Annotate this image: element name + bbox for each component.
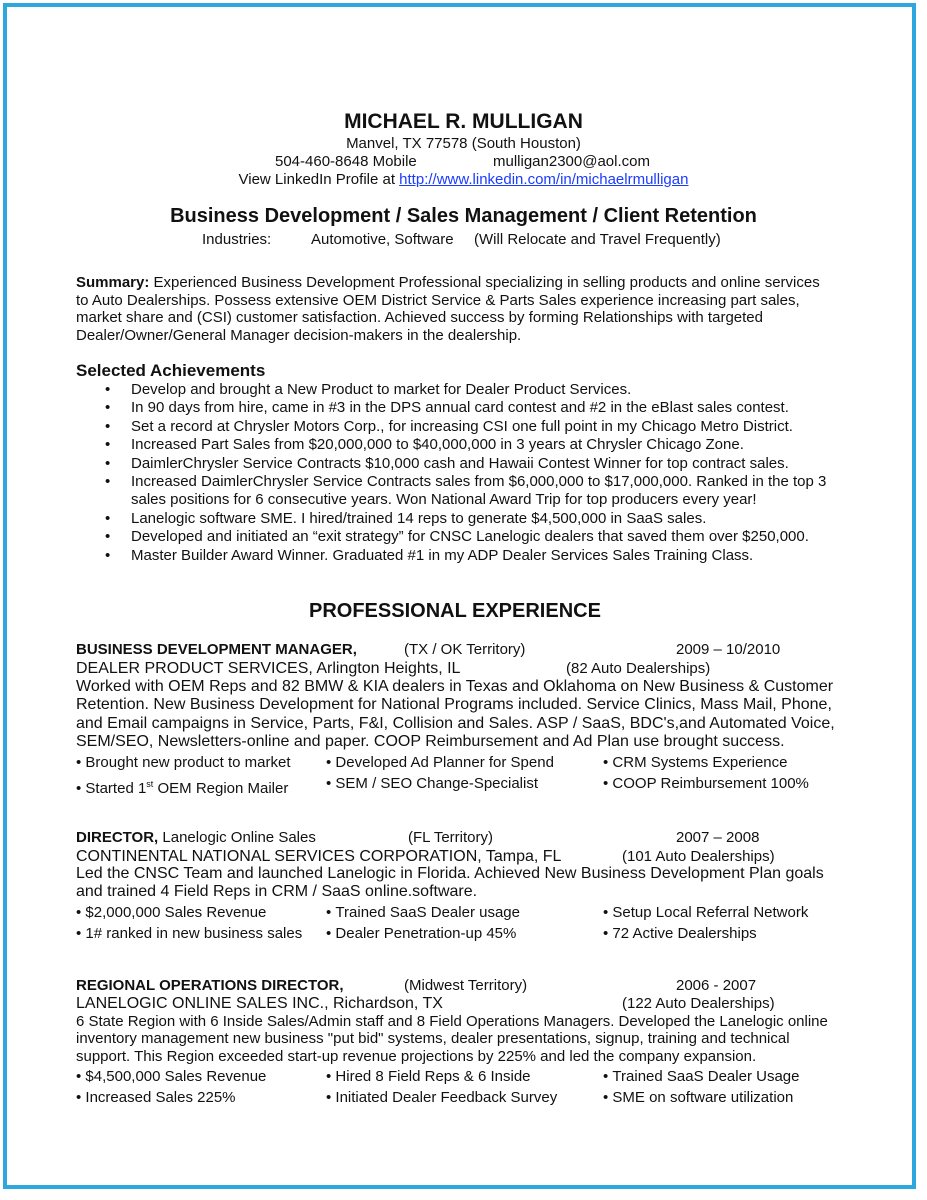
job-description-line: Led the CNSC Team and launched Lanelogic in Florida. Achieved New Business Development Plan goals: [76, 865, 824, 882]
job-title: REGIONAL OPERATIONS DIRECTOR,: [76, 977, 344, 994]
achievement-item: • Developed and initiated an “exit strategy” for CNSC Lanelogic dealers that saved them over $250,000.: [105, 528, 826, 546]
job-bullet: • Developed Ad Planner for Spend: [326, 754, 554, 772]
job-description-line: and Email campaigns in Service, Parts, F&I, Collision and Sales. ASP / SaaS, BDC's,and Automated Voice,: [76, 714, 835, 732]
job-description-line: SEM/SEO, Newsletters-online and paper. COOP Reimbursement and Ad Plan use brought success.: [76, 732, 785, 750]
job-description: [76, 865, 824, 902]
job-title: BUSINESS DEVELOPMENT MANAGER,: [76, 641, 357, 658]
achievement-item: • Develop and brought a New Product to market for Dealer Product Services.: [105, 381, 826, 399]
job-description-line: Retention. New Business Development for National Programs included. Service Clinics, Mass Mail, Phone,: [76, 696, 832, 714]
job-company: LANELOGIC ONLINE SALES INC., Richardson, TX: [76, 995, 443, 1012]
job-company: CONTINENTAL NATIONAL SERVICES CORPORATION, Tampa, FL: [76, 848, 562, 865]
job-description-line: and trained 4 Field Reps in CRM / SaaS online.software.: [76, 883, 478, 901]
job-dealerships: (82 Auto Dealerships): [566, 660, 711, 677]
job-bullet: • Hired 8 Field Reps & 6 Inside: [326, 1068, 531, 1086]
job-description: [76, 678, 835, 751]
job-bullet-rest: OEM Region Mailer: [153, 780, 289, 797]
job-bullet: • 72 Active Dealerships: [603, 925, 757, 943]
candidate-phone: 504-460-8648 Mobile: [275, 153, 417, 170]
job-bullet: • Dealer Penetration-up 45%: [326, 925, 516, 943]
achievement-item: • Set a record at Chrysler Motors Corp., for increasing CSI one full point in my Chicago Metro District.: [105, 418, 826, 436]
achievements-heading: Selected Achievements: [76, 361, 266, 380]
job-bullet: • 1# ranked in new business sales: [76, 925, 302, 943]
job-description-line: support. This Region exceeded start-up revenue projections by 225% and led the company expansion.: [76, 1047, 757, 1065]
job-title: DIRECTOR,: [76, 829, 159, 846]
summary-line: Dealer/Owner/General Manager decision-makers in the dealership.: [76, 326, 522, 344]
job-territory: (FL Territory): [408, 829, 494, 846]
job-dealerships: (101 Auto Dealerships): [622, 848, 775, 865]
job-bullet: • COOP Reimbursement 100%: [603, 775, 809, 793]
job-description-line: Worked with OEM Reps and 82 BMW & KIA dealers in Texas and Oklahoma on New Business & Customer: [76, 678, 834, 695]
job-bullet: • CRM Systems Experience: [603, 754, 787, 772]
summary-line: market share and (CSI) customer satisfaction. Achieved success by forming Relationships with targeted: [76, 309, 763, 327]
industries-value: Automotive, Software: [311, 231, 454, 248]
job-title-rest: Lanelogic Online Sales: [158, 829, 316, 846]
achievements-list: [105, 381, 826, 565]
job-description-line: 6 State Region with 6 Inside Sales/Admin staff and 8 Field Operations Managers. Developed the Lanelogic online: [76, 1013, 828, 1030]
job-bullet: • Setup Local Referral Network: [603, 904, 808, 922]
candidate-location: Manvel, TX 77578 (South Houston): [346, 135, 581, 152]
job-description-line: inventory management new business "put bid" systems, dealer presentations, signup, training and technical: [76, 1030, 790, 1048]
job-bullet: • Started 1st OEM Region Mailer: [76, 775, 288, 798]
job-bullet: • Trained SaaS Dealer usage: [326, 904, 520, 922]
job-bullet: • Brought new product to market: [76, 754, 291, 772]
summary-line: Experienced Business Development Professional specializing in selling products and online services: [153, 274, 820, 291]
linkedin-prefix: View LinkedIn Profile at: [238, 171, 400, 188]
summary-line: to Auto Dealerships. Possess extensive OEM District Service & Parts Sales experience increasing part sales,: [76, 291, 800, 309]
achievement-text: Increased DaimlerChrysler Service Contracts sales from $6,000,000 to $17,000,000. Ranked in the top 3: [131, 473, 827, 491]
achievement-item: • Increased Part Sales from $20,000,000 to $40,000,000 in 3 years at Chrysler Chicago Zone.: [105, 436, 826, 454]
ordinal-suffix: st: [146, 779, 154, 789]
summary-section: [76, 274, 820, 344]
job-territory: (TX / OK Territory): [404, 641, 526, 658]
job-bullet: • SME on software utilization: [603, 1089, 793, 1107]
job-bullet: • Initiated Dealer Feedback Survey: [326, 1089, 557, 1107]
achievement-item: • DaimlerChrysler Service Contracts $10,000 cash and Hawaii Contest Winner for top contract sales.: [105, 455, 826, 473]
linkedin-line: [0, 171, 927, 189]
job-bullet: • SEM / SEO Change-Specialist: [326, 775, 538, 793]
job-bullet: • Increased Sales 225%: [76, 1089, 236, 1107]
job-dealerships: (122 Auto Dealerships): [622, 995, 775, 1012]
headline-title: Business Development / Sales Management / Client Retention: [170, 205, 757, 227]
job-dates: 2006 - 2007: [676, 977, 757, 994]
job-bullet: • $4,500,000 Sales Revenue: [76, 1068, 266, 1086]
candidate-email[interactable]: mulligan2300@aol.com: [493, 153, 650, 170]
job-bullet: • $2,000,000 Sales Revenue: [76, 904, 266, 922]
achievement-item: [105, 473, 826, 510]
achievement-item: • Master Builder Award Winner. Graduated #1 in my ADP Dealer Services Sales Training Class.: [105, 547, 826, 565]
achievement-item: • Lanelogic software SME. I hired/trained 14 reps to generate $4,500,000 in SaaS sales.: [105, 510, 826, 528]
summary-label: Summary:: [76, 274, 150, 291]
industries-label: Industries:: [202, 231, 272, 248]
job-territory: (Midwest Territory): [404, 977, 528, 994]
candidate-name: MICHAEL R. MULLIGAN: [344, 110, 583, 133]
relocate-note: (Will Relocate and Travel Frequently): [474, 231, 721, 248]
achievement-text-continued: sales positions for 6 consecutive years. Won National Award Trip for top producers every year!: [131, 491, 757, 509]
achievement-item: • In 90 days from hire, came in #3 in the DPS annual card contest and #2 in the eBlast sales contest.: [105, 399, 826, 417]
experience-heading: PROFESSIONAL EXPERIENCE: [309, 600, 601, 622]
linkedin-link[interactable]: http://www.linkedin.com/in/michaelrmulligan: [399, 171, 689, 188]
job-dates: 2009 – 10/2010: [676, 641, 781, 658]
job-description: [76, 1013, 828, 1065]
job-bullet: • Trained SaaS Dealer Usage: [603, 1068, 799, 1086]
job-company: DEALER PRODUCT SERVICES, Arlington Heights, IL: [76, 660, 461, 677]
job-title-line: [76, 829, 316, 847]
job-dates: 2007 – 2008: [676, 829, 760, 846]
